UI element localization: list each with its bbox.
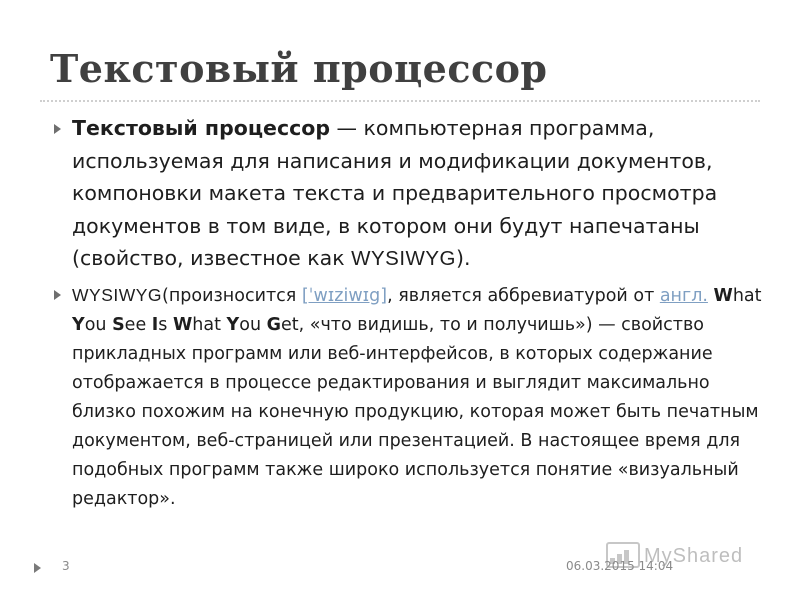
wysiwyg-lead: WYSIWYG (72, 285, 163, 305)
acronym-letter: Y (226, 315, 240, 335)
acronym-letter: S (112, 315, 125, 335)
slide-datetime: 06.03.2015 14:04 (566, 559, 674, 573)
page-number: 3 (62, 559, 70, 573)
acronym-rest: ee (124, 315, 152, 335)
title-divider (40, 100, 760, 102)
acronym-rest: s (158, 315, 173, 335)
acronym-letter: I (151, 315, 159, 335)
acronym-letter: Y (72, 315, 85, 335)
acronym-letter: W (713, 286, 733, 306)
acronym-rest: hat (192, 315, 227, 335)
bullet-paragraph-1 (72, 112, 762, 276)
term-bold: Текстовый процессор (72, 116, 331, 140)
pronounce-prefix: (произносится (162, 286, 302, 306)
acronym-letter: W (172, 315, 193, 335)
wysiwyg-term: WYSIWYG (351, 247, 456, 270)
slide-title: Текстовый процессор (50, 46, 548, 91)
footer-arrow-icon (34, 563, 41, 573)
acronym-letter: G (266, 315, 281, 335)
bullet-paragraph-2 (72, 281, 762, 514)
definition-tail: ). (456, 246, 471, 270)
wysiwyg-description: , «что видишь, то и получишь») — свойство прикладных программ или веб-интерфейсов, в которых содержание отображается в процессе редактирования и выглядит максимально близко похожим на конечную продукцию, которая может быть печатным документом, веб-страницей или презентацией. В настоящее время для подобных программ также широко используется понятие «визуальный редактор». (72, 315, 759, 509)
ipa-link[interactable]: [ˈwɪziwɪg] (301, 286, 388, 306)
english-link[interactable]: англ. (659, 286, 708, 306)
acronym-rest: ou (84, 315, 113, 335)
watermark-text: MyShared (644, 545, 744, 567)
bullet-arrow-icon (54, 290, 61, 300)
after-ipa-text: , является аббревиатурой от (387, 286, 660, 306)
acronym-rest: hat (732, 286, 762, 306)
definition-text: — компьютерная программа, используемая для написания и модификации документов, компоновки макета текста и предварительного просмотра документов в том виде, в котором они будут напечатаны (свойство, известное как (72, 116, 718, 270)
bullet-arrow-icon (54, 124, 61, 134)
acronym-rest: ou (239, 315, 267, 335)
acronym-rest: et (280, 315, 299, 335)
